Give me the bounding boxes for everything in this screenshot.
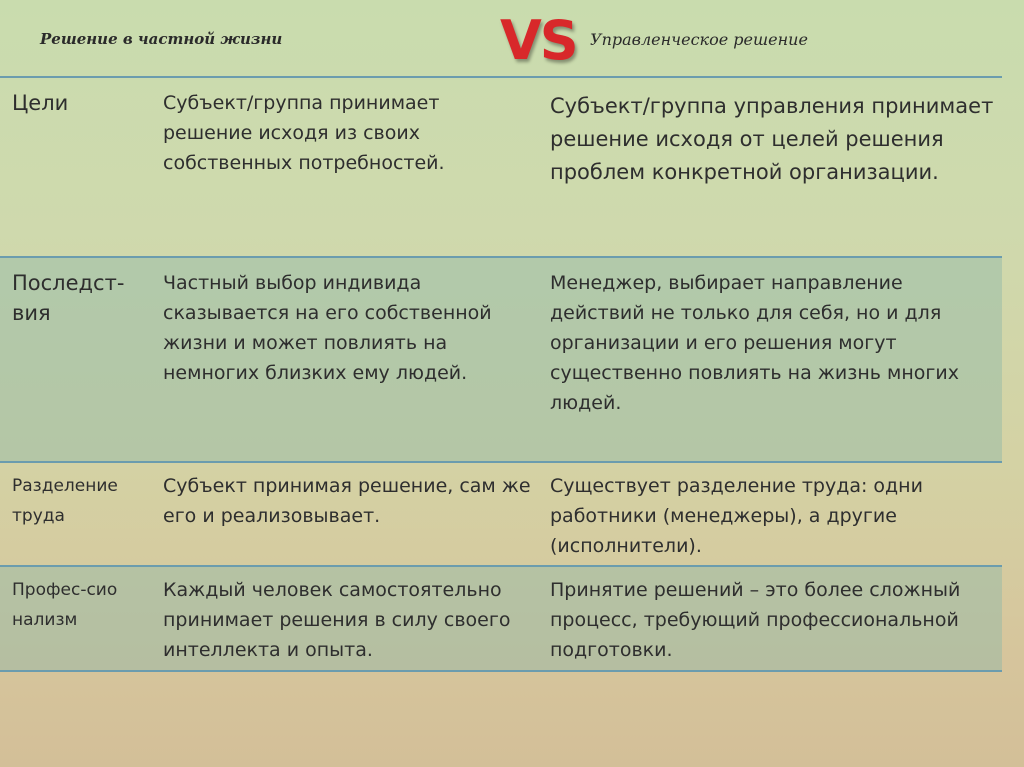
private-life-heading: Решение в частной жизни [40, 30, 283, 48]
private-cell: Частный выбор индивида сказывается на его собственной жизни и может повлиять на немногих близких ему людей. [163, 272, 492, 384]
table-row-division-of-labor [0, 461, 1002, 565]
private-cell: Субъект/группа принимает решение исходя из своих собственных потребностей. [163, 92, 445, 174]
row-label-text: Последст-вия [12, 271, 125, 325]
table-header [0, 0, 1024, 78]
table-row-goals [0, 76, 1002, 256]
row-label [12, 268, 142, 328]
private-cell: Субъект принимая решение, сам же его и реализовывает. [163, 475, 531, 527]
row-label [12, 575, 142, 635]
row-label: Разделение труда [12, 476, 118, 526]
managerial-cell: Субъект/группа управления принимает решение исходя от целей решения проблем конкретной организации. [550, 94, 994, 184]
vs-label: VS [500, 9, 577, 72]
managerial-cell: Существует разделение труда: одни работники (менеджеры), а другие (исполнители). [550, 475, 923, 557]
row-label: Цели [12, 91, 69, 115]
table-row-consequences [0, 256, 1002, 461]
managerial-cell: Принятие решений – это более сложный процесс, требующий профессиональной подготовки. [550, 579, 961, 661]
row-label-text: Профес-сионализм [12, 580, 118, 630]
table-row-professionalism [0, 565, 1002, 672]
managerial-cell: Менеджер, выбирает направление действий не только для себя, но и для организации и его решения могут существенно повлиять на жизнь многих людей. [550, 272, 959, 414]
private-cell: Каждый человек самостоятельно принимает решения в силу своего интеллекта и опыта. [163, 579, 511, 661]
managerial-decision-heading: Управленческое решение [590, 30, 808, 49]
